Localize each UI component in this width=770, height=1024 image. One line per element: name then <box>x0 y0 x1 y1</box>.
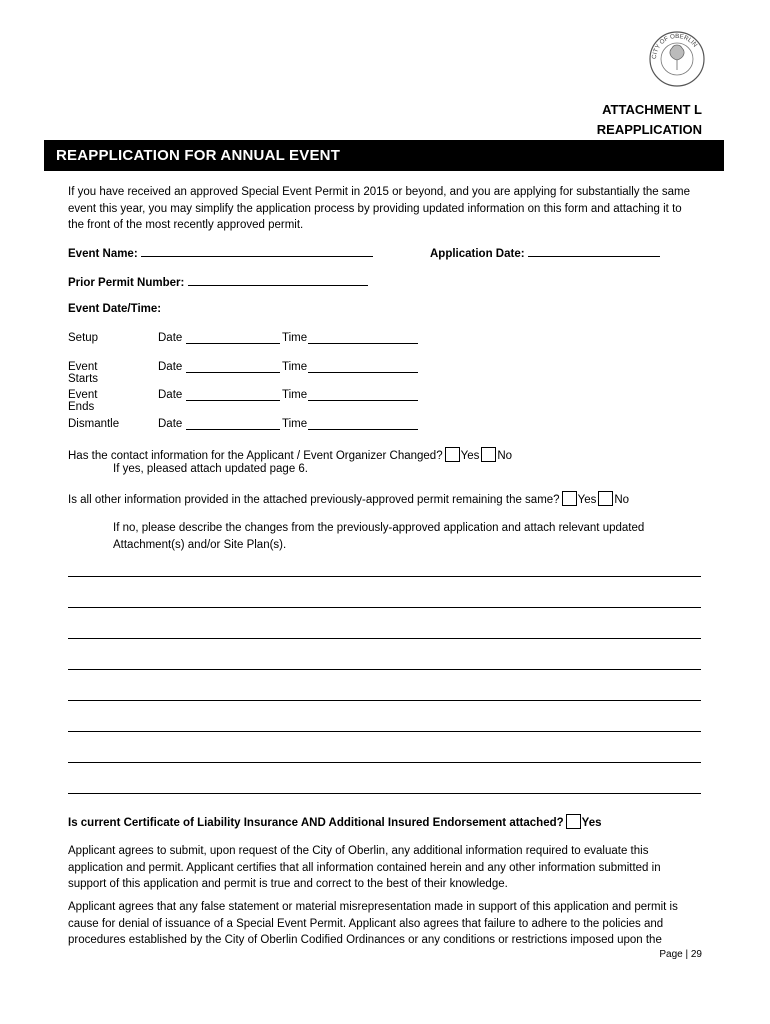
describe-line: If no, please describe the changes from the previously-approved application and attach relevant updated <box>113 522 645 534</box>
title-bar <box>44 140 724 171</box>
date-input[interactable] <box>186 343 280 344</box>
time-input[interactable] <box>308 429 418 430</box>
description-line[interactable] <box>68 669 701 670</box>
intro-line: event this year, you may simplify the application process by providing updated information on this form and attaching it to <box>68 202 682 215</box>
date-input[interactable] <box>186 372 280 373</box>
time-label: Time <box>282 361 308 373</box>
application-date-label: Application Date: <box>430 248 525 260</box>
info-yes-checkbox[interactable] <box>562 491 577 506</box>
contact-changed-question <box>68 447 512 462</box>
reapplication-label: REAPPLICATION <box>596 122 702 137</box>
description-line[interactable] <box>68 638 701 639</box>
prior-permit-label: Prior Permit Number: <box>68 277 185 289</box>
yes-label: Yes <box>581 817 602 829</box>
schedule-label: Event Ends <box>68 389 98 413</box>
time-input[interactable] <box>308 343 418 344</box>
form-title: REAPPLICATION FOR ANNUAL EVENT <box>56 147 341 164</box>
describe-instructions <box>113 520 644 553</box>
description-line[interactable] <box>68 762 701 763</box>
insurance-question <box>68 814 601 829</box>
description-line[interactable] <box>68 576 701 577</box>
application-date-field <box>430 245 660 260</box>
attachment-label: ATTACHMENT L <box>602 102 702 117</box>
page-number: Page | 29 <box>659 949 702 960</box>
intro-line: If you have received an approved Special Event Permit in 2015 or beyond, and you are applying for substantially the same <box>68 186 691 198</box>
event-name-input[interactable] <box>141 245 373 257</box>
description-line[interactable] <box>68 793 701 794</box>
agreement-line: application and permit. Applicant certifies that all information contained herein and any other information submitted in <box>68 861 661 874</box>
agreement-paragraph-2 <box>68 899 708 949</box>
agreement-paragraph-1 <box>68 843 708 893</box>
date-label: Date <box>158 332 183 344</box>
info-no-checkbox[interactable] <box>598 491 613 506</box>
no-label: No <box>497 450 513 462</box>
time-input[interactable] <box>308 372 418 373</box>
event-name-label: Event Name: <box>68 248 138 260</box>
info-same-question <box>68 491 629 506</box>
prior-permit-field <box>68 274 368 289</box>
agreement-line: Applicant agrees that any false statement or material misrepresentation made in support of this application and permit is <box>68 901 678 913</box>
svg-text:CITY OF OBERLIN: CITY OF OBERLIN <box>650 32 699 60</box>
info-same-text: Is all other information provided in the attached previously-approved permit remaining the same? <box>68 494 560 506</box>
schedule-label: Dismantle <box>68 418 120 430</box>
contact-changed-text: Has the contact information for the Applicant / Event Organizer Changed? <box>68 450 443 462</box>
description-line[interactable] <box>68 700 701 701</box>
date-input[interactable] <box>186 400 280 401</box>
agreement-line: procedures established by the City of Oberlin Codified Ordinances or any conditions or restrictions imposed upon the <box>68 934 662 946</box>
time-label: Time <box>282 332 308 344</box>
insurance-text: Is current Certificate of Liability Insurance AND Additional Insured Endorsement attached? <box>68 817 564 829</box>
contact-no-checkbox[interactable] <box>481 447 496 462</box>
agreement-line: support of this application and permit is true and correct to the best of their knowledge. <box>68 878 508 890</box>
prior-permit-input[interactable] <box>188 274 368 286</box>
contact-note: If yes, pleased attach updated page 6. <box>113 463 309 475</box>
agreement-line: cause for denial of issuance of a Special Event Permit. Applicant also agrees that failure to adhere to the policies and <box>68 917 664 930</box>
intro-paragraph <box>68 184 708 234</box>
event-datetime-heading: Event Date/Time: <box>68 303 162 315</box>
time-label: Time <box>282 418 308 430</box>
yes-label: Yes <box>460 450 480 462</box>
date-label: Date <box>158 361 183 373</box>
schedule-label: Setup <box>68 332 99 344</box>
agreement-line: Applicant agrees to submit, upon request of the City of Oberlin, any additional information required to evaluate this <box>68 845 649 857</box>
date-input[interactable] <box>186 429 280 430</box>
insurance-yes-checkbox[interactable] <box>566 814 581 829</box>
contact-yes-checkbox[interactable] <box>445 447 460 462</box>
event-name-field <box>68 245 373 260</box>
schedule-label: Event Starts <box>68 361 99 385</box>
yes-label: Yes <box>577 494 597 506</box>
time-label: Time <box>282 389 308 401</box>
description-line[interactable] <box>68 731 701 732</box>
time-input[interactable] <box>308 400 418 401</box>
description-line[interactable] <box>68 607 701 608</box>
date-label: Date <box>158 389 183 401</box>
application-date-input[interactable] <box>528 245 660 257</box>
intro-line: the front of the most recently approved permit. <box>68 219 304 231</box>
city-seal-logo <box>648 30 706 88</box>
describe-line: Attachment(s) and/or Site Plan(s). <box>113 538 287 551</box>
date-label: Date <box>158 418 183 430</box>
no-label: No <box>614 494 630 506</box>
